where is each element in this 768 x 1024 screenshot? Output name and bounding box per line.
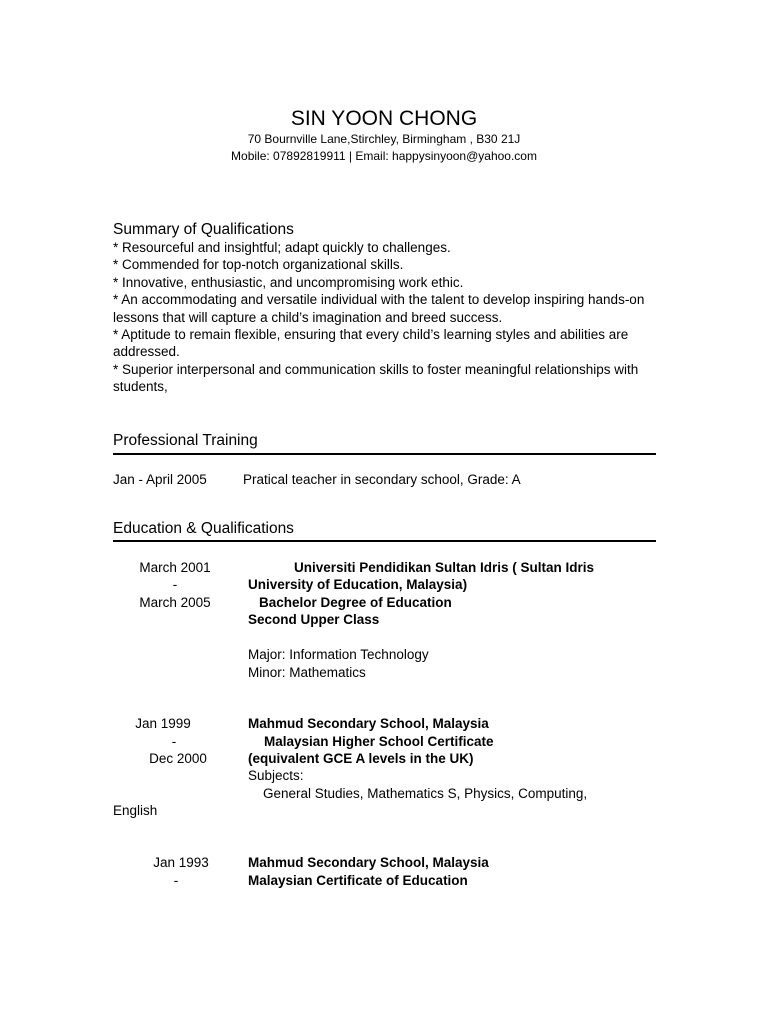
training-description: Pratical teacher in secondary school, Grade: A — [243, 472, 521, 487]
training-heading: Professional Training — [113, 432, 258, 449]
edu1-date-end: March 2005 — [139, 595, 211, 610]
edu1-degree: Bachelor Degree of Education — [259, 595, 452, 610]
section-divider — [113, 453, 656, 455]
summary-item: * Aptitude to remain flexible, ensuring that every child’s learning styles and abilities are addressed. — [113, 327, 629, 360]
edu1-date-dash: - — [172, 577, 178, 592]
contact-line: Mobile: 07892819911 | Email: happysinyoon@yahoo.com — [231, 149, 537, 163]
summary-item: * Innovative, enthusiastic, and uncompromising work ethic. — [113, 274, 464, 290]
edu2-subjects: General Studies, Mathematics S, Physics, Computing, — [263, 786, 588, 801]
edu2-subjects-label: Subjects: — [248, 768, 304, 783]
summary-item: * Commended for top-notch organizational skills. — [113, 257, 404, 273]
edu2-school: Mahmud Secondary School, Malaysia — [248, 716, 489, 731]
candidate-name: SIN YOON CHONG — [290, 107, 478, 130]
edu1-major: Major: Information Technology — [248, 647, 429, 662]
edu2-subjects-wrap: English — [113, 803, 158, 818]
edu1-institution: Universiti Pendidikan Sultan Idris ( Sultan Idris — [294, 560, 595, 575]
edu3-school: Mahmud Secondary School, Malaysia — [248, 855, 489, 870]
summary-heading: Summary of Qualifications — [113, 221, 294, 238]
edu2-equivalent: (equivalent GCE A levels in the UK) — [248, 751, 474, 766]
section-divider — [113, 540, 656, 542]
summary-list — [113, 239, 673, 396]
edu2-date-start: Jan 1999 — [135, 716, 191, 731]
training-date: Jan - April 2005 — [113, 472, 207, 487]
summary-item: * An accommodating and versatile individual with the talent to develop inspiring hands-on lessons that will capture a child’s imagination and breed success. — [113, 292, 645, 325]
summary-item: * Resourceful and insightful; adapt quickly to challenges. — [113, 240, 451, 255]
summary-item: * Superior interpersonal and communication skills to foster meaningful relationships with students, — [113, 361, 639, 395]
edu1-date-start: March 2001 — [139, 560, 211, 575]
edu2-date-end: Dec 2000 — [149, 751, 207, 766]
edu3-certificate: Malaysian Certificate of Education — [248, 873, 468, 888]
edu2-certificate: Malaysian Higher School Certificate — [264, 734, 494, 749]
edu1-class: Second Upper Class — [248, 612, 380, 627]
address-line: 70 Bournville Lane,Stirchley, Birmingham , B30 21J — [247, 132, 521, 146]
edu3-date-start: Jan 1993 — [153, 855, 209, 870]
edu3-date-dash: - — [173, 873, 179, 888]
edu2-date-dash: - — [171, 734, 177, 749]
edu1-minor: Minor: Mathematics — [248, 665, 366, 680]
education-heading: Education & Qualifications — [113, 520, 294, 537]
edu1-institution-cont: University of Education, Malaysia) — [248, 577, 468, 592]
